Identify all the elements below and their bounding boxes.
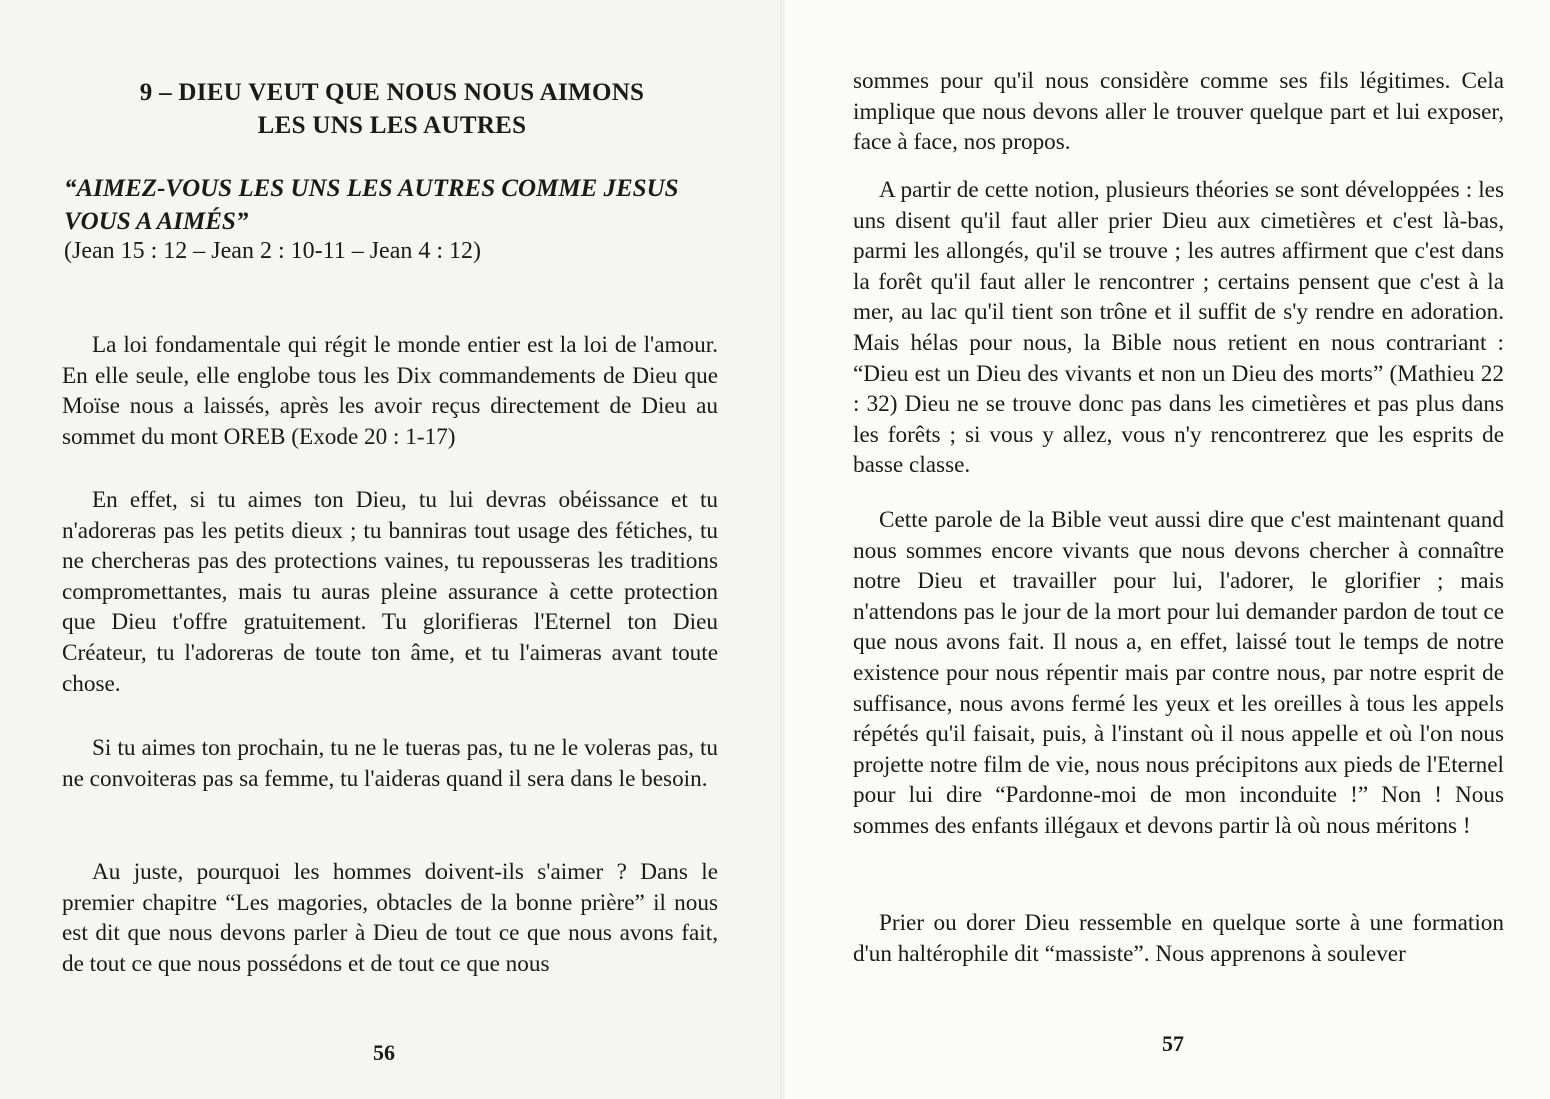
chapter-epigraph: “AIMEZ-VOUS LES UNS LES AUTRES COMME JESUS VOUS A AIMÉS”	[64, 175, 679, 235]
paragraph-2: En effet, si tu aimes ton Dieu, tu lui devras obéissance et tu n'adoreras pas les petits dieux ; tu banniras tout usage des fétiches, tu ne chercheras pas des protections vaines, tu repousseras les traditions compromettantes, mais tu auras pleine assurance à cette protection que Dieu t'offre gratuitement. Tu glorifieras l'Eternel ton Dieu Créateur, tu l'adoreras de toute ton âme, et tu l'aimeras avant toute chose.	[62, 487, 718, 697]
right-paragraph-3: Cette parole de la Bible veut aussi dire que c'est maintenant quand nous sommes encore vivants que nous devons chercher à connaître notre Dieu et travailler pour lui, l'adorer, le glorifier ; mais n'attendons pas le jour de la mort pour lui demander pardon de tout ce que nous avons fait. Il nous a, en effet, laissé tout le temps de notre existence pour nous répentir mais par contre nous, par notre esprit de suffisance, nous avons fermé les yeux et les oreilles à tous les appels répétés qu'il faisait, puis, à l'instant où il nous appelle et où l'on nous projette notre film de vie, nous nous précipitons aux pieds de l'Eternel pour lui dire “Pardonne-moi de mon inconduite !” Non ! Nous sommes des enfants illégaux et devons partir là où nous méritons !	[853, 507, 1504, 839]
right-paragraph-1: sommes pour qu'il nous considère comme ses fils légitimes. Cela implique que nous devons aller le trouver quelque part et lui exposer, face à face, nos propos.	[853, 68, 1504, 156]
paragraph-4: Au juste, pourquoi les hommes doivent-ils s'aimer ? Dans le premier chapitre “Les magories, obtacles de la bonne prière” il nous est dit que nous devons parler à Dieu de tout ce que nous avons fait, de tout ce que nous possédons et de tout ce que nous	[62, 859, 718, 977]
chapter-heading-line-2: LES UNS LES AUTRES	[257, 112, 527, 139]
page-number-left: 56	[373, 1040, 395, 1065]
page-number-right: 57	[1162, 1031, 1184, 1056]
right-paragraph-2: A partir de cette notion, plusieurs théories se sont développées : les uns disent qu'il faut aller prier Dieu aux cimetières et c'est là-bas, parmi les allongés, qu'il se trouve ; les autres affirment que c'est dans la forêt qu'il faut aller le rencontrer ; certains pensent que c'est à la mer, au lac qu'il tient son trône et il suffit de s'y rendre en adoration. Mais hélas pour nous, la Bible nous retient en nous contrariant : “Dieu est un Dieu des vivants et non un Dieu des morts” (Mathieu 22 : 32) Dieu ne se trouve donc pas dans les cimetières et pas plus dans les forêts ; si vous y allez, vous n'y rencontrerez que les esprits de basse classe.	[853, 177, 1504, 479]
paragraph-3: Si tu aimes ton prochain, tu ne le tueras pas, tu ne le voleras pas, tu ne convoiteras pas sa femme, tu l'aideras quand il sera dans le besoin.	[62, 735, 718, 792]
paragraph-1: La loi fondamentale qui régit le monde entier est la loi de l'amour. En elle seule, elle englobe tous les Dix commandements de Dieu que Moïse nous a laissés, après les avoir reçus directement de Dieu au sommet du mont OREB (Exode 20 : 1-17)	[62, 332, 718, 450]
chapter-heading-line-1: 9 – DIEU VEUT QUE NOUS NOUS AIMONS	[139, 79, 645, 106]
chapter-heading	[62, 76, 722, 142]
scripture-reference: (Jean 15 : 12 – Jean 2 : 10-11 – Jean 4 : 12)	[64, 238, 482, 264]
right-paragraph-4: Prier ou dorer Dieu ressemble en quelque sorte à une formation d'un haltérophile dit “massiste”. Nous apprenons à soulever	[853, 910, 1504, 967]
